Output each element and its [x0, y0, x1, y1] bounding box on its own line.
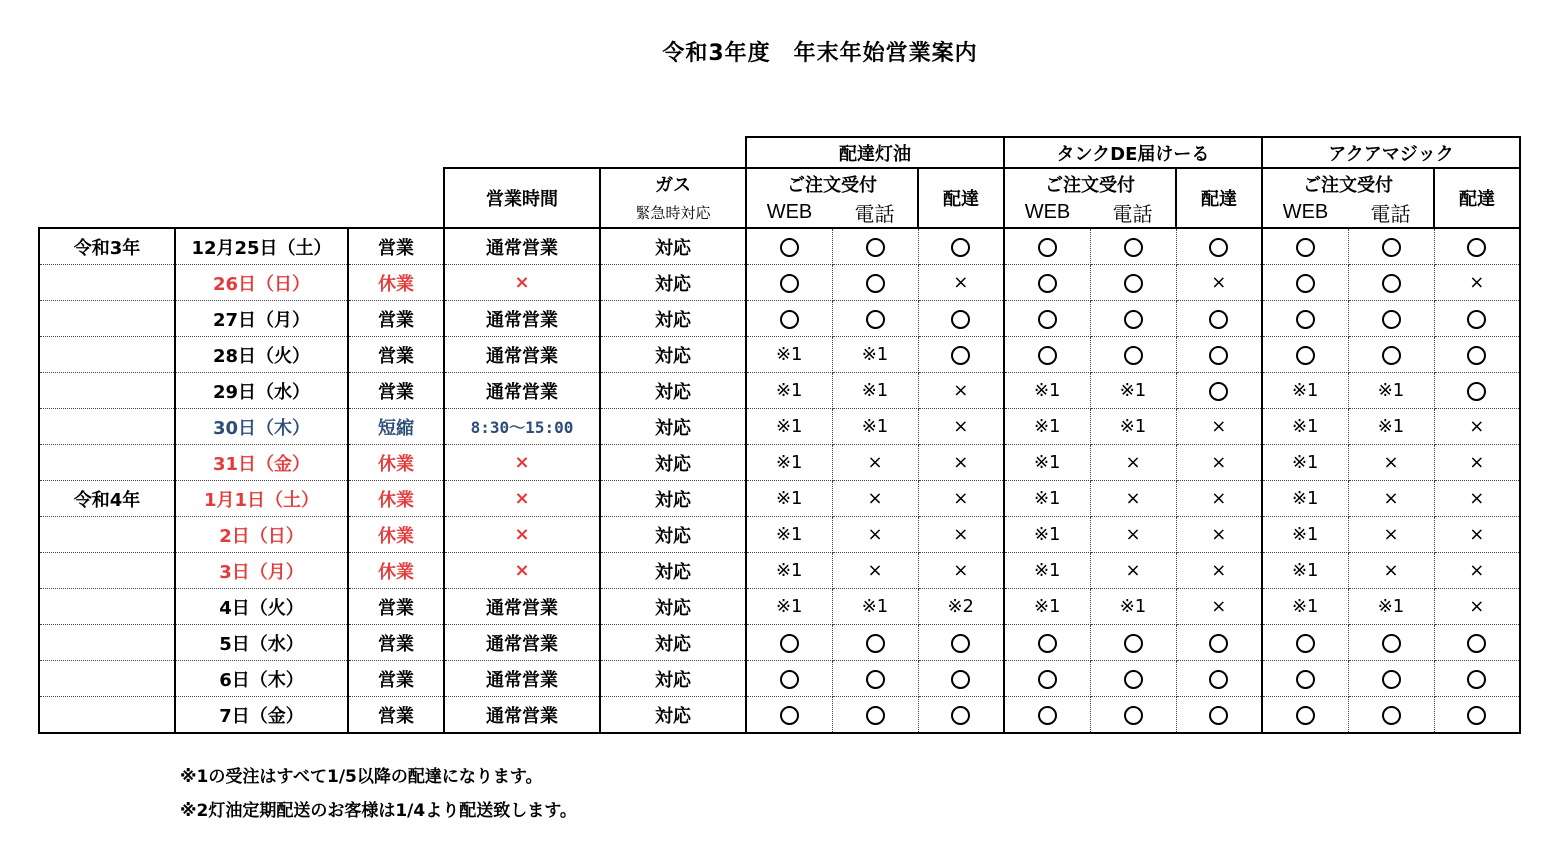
circle-icon — [1467, 346, 1486, 365]
gas-cell: 対応 — [600, 337, 746, 373]
mark-cell — [832, 625, 918, 661]
mark-cell: ※1 — [1262, 481, 1348, 517]
mark-cell — [1004, 661, 1090, 697]
mark-cell — [1004, 337, 1090, 373]
circle-icon — [866, 274, 885, 293]
mark-cell: ※1 — [1004, 445, 1090, 481]
mark-cell — [1262, 337, 1348, 373]
delivery-header-kerosene: 配達 — [918, 168, 1004, 228]
mark-cell — [1176, 301, 1262, 337]
mark-cell: × — [1090, 517, 1176, 553]
mark-cell: × — [918, 265, 1004, 301]
order-header-kerosene: ご注文受付 — [746, 168, 918, 198]
circle-icon — [1209, 238, 1228, 257]
circle-icon — [1382, 706, 1401, 725]
year-cell: 令和4年 — [39, 481, 175, 517]
table-row — [39, 337, 1520, 373]
mark-cell: × — [1090, 481, 1176, 517]
date-cell: 4日（火） — [175, 589, 348, 625]
circle-icon — [866, 670, 885, 689]
status-cell: 営業 — [348, 589, 444, 625]
mark-cell — [1176, 697, 1262, 734]
mark-cell — [1348, 265, 1434, 301]
gas-cell: 対応 — [600, 481, 746, 517]
mark-cell: ※1 — [1004, 553, 1090, 589]
gas-cell: 対応 — [600, 409, 746, 445]
circle-icon — [1467, 310, 1486, 329]
table-row — [39, 228, 1520, 265]
web-header-aqua: WEB — [1282, 201, 1329, 223]
circle-icon — [1038, 706, 1057, 725]
mark-cell: × — [1090, 445, 1176, 481]
status-cell: 休業 — [348, 481, 444, 517]
hours-cell: 8:30～15:00 — [444, 409, 600, 445]
gas-emergency-header: 緊急時対応 — [600, 198, 746, 228]
mark-cell: × — [1434, 265, 1520, 301]
circle-icon — [1296, 310, 1315, 329]
mark-cell: ※1 — [746, 517, 832, 553]
mark-cell — [1262, 625, 1348, 661]
mark-cell: × — [1348, 553, 1434, 589]
circle-icon — [951, 706, 970, 725]
circle-icon — [1124, 274, 1143, 293]
circle-icon — [1467, 382, 1486, 401]
hours-cell: 通常営業 — [444, 337, 600, 373]
group-header-tank: タンクDE届けーる — [1004, 137, 1262, 168]
mark-cell: × — [832, 553, 918, 589]
mark-cell — [1090, 661, 1176, 697]
gas-cell: 対応 — [600, 228, 746, 265]
mark-cell — [918, 301, 1004, 337]
mark-cell: ※1 — [1090, 589, 1176, 625]
mark-cell — [918, 697, 1004, 734]
year-cell — [39, 625, 175, 661]
mark-cell: ※1 — [746, 373, 832, 409]
gas-header: ガス — [600, 168, 746, 198]
table-row — [39, 301, 1520, 337]
mark-cell — [1348, 228, 1434, 265]
mark-cell — [1434, 301, 1520, 337]
mark-cell: × — [1176, 445, 1262, 481]
hours-cell: 通常営業 — [444, 661, 600, 697]
date-cell: 2日（日） — [175, 517, 348, 553]
mark-cell: × — [918, 517, 1004, 553]
circle-icon — [1296, 634, 1315, 653]
mark-cell — [1434, 373, 1520, 409]
mark-cell: × — [1348, 481, 1434, 517]
circle-icon — [1382, 310, 1401, 329]
mark-cell — [746, 301, 832, 337]
circle-icon — [866, 706, 885, 725]
circle-icon — [1467, 634, 1486, 653]
date-cell: 5日（水） — [175, 625, 348, 661]
circle-icon — [951, 634, 970, 653]
phone-header-tank: 電話 — [1112, 204, 1153, 226]
circle-icon — [951, 346, 970, 365]
hours-cell: 通常営業 — [444, 589, 600, 625]
circle-icon — [1124, 634, 1143, 653]
table-row — [39, 481, 1520, 517]
hours-cell: 通常営業 — [444, 373, 600, 409]
mark-cell — [1090, 228, 1176, 265]
mark-cell — [1262, 228, 1348, 265]
page-title: 令和3年度 年末年始営業案内 — [662, 41, 978, 66]
circle-icon — [1038, 238, 1057, 257]
delivery-header-aqua: 配達 — [1434, 168, 1520, 228]
table-row — [39, 697, 1520, 734]
mark-cell: × — [1176, 265, 1262, 301]
mark-cell: ※1 — [1262, 409, 1348, 445]
mark-cell: × — [918, 481, 1004, 517]
date-cell: 29日（水） — [175, 373, 348, 409]
mark-cell — [918, 661, 1004, 697]
circle-icon — [1296, 670, 1315, 689]
order-header-aqua: ご注文受付 — [1262, 168, 1434, 198]
hours-cell: 通常営業 — [444, 625, 600, 661]
circle-icon — [1124, 238, 1143, 257]
phone-header-aqua: 電話 — [1370, 204, 1411, 226]
circle-icon — [780, 634, 799, 653]
circle-icon — [1124, 310, 1143, 329]
mark-cell: × — [1176, 481, 1262, 517]
circle-icon — [1296, 706, 1315, 725]
mark-cell — [1176, 373, 1262, 409]
gas-cell: 対応 — [600, 625, 746, 661]
date-cell: 3日（月） — [175, 553, 348, 589]
hours-cell: × — [444, 265, 600, 301]
table-row — [39, 589, 1520, 625]
hours-cell: 通常営業 — [444, 301, 600, 337]
circle-icon — [780, 238, 799, 257]
mark-cell — [918, 228, 1004, 265]
circle-icon — [866, 238, 885, 257]
mark-cell: × — [1176, 553, 1262, 589]
mark-cell: ※1 — [1004, 589, 1090, 625]
mark-cell: ※1 — [832, 409, 918, 445]
circle-icon — [951, 310, 970, 329]
mark-cell — [1176, 625, 1262, 661]
schedule-table — [38, 136, 1521, 734]
mark-cell: × — [1434, 553, 1520, 589]
mark-cell — [1348, 661, 1434, 697]
circle-icon — [1038, 346, 1057, 365]
circle-icon — [1209, 346, 1228, 365]
circle-icon — [1296, 274, 1315, 293]
year-cell — [39, 589, 175, 625]
mark-cell — [1090, 301, 1176, 337]
mark-cell — [1262, 661, 1348, 697]
gas-cell: 対応 — [600, 265, 746, 301]
mark-cell — [1262, 301, 1348, 337]
mark-cell: × — [918, 445, 1004, 481]
note-line: ※1の受注はすべて1/5以降の配達になります。 — [180, 767, 543, 787]
date-cell: 30日（木） — [175, 409, 348, 445]
gas-cell: 対応 — [600, 517, 746, 553]
circle-icon — [1382, 670, 1401, 689]
gas-cell: 対応 — [600, 553, 746, 589]
note-line: ※2灯油定期配送のお客様は1/4より配送致します。 — [180, 801, 577, 821]
mark-cell: ※1 — [1004, 517, 1090, 553]
mark-cell: ※1 — [746, 481, 832, 517]
year-cell — [39, 553, 175, 589]
circle-icon — [1038, 634, 1057, 653]
mark-cell: ※1 — [1262, 517, 1348, 553]
circle-icon — [1209, 670, 1228, 689]
date-cell: 1月1日（土） — [175, 481, 348, 517]
year-cell — [39, 265, 175, 301]
year-cell — [39, 445, 175, 481]
status-cell: 営業 — [348, 337, 444, 373]
mark-cell — [1176, 661, 1262, 697]
circle-icon — [1209, 382, 1228, 401]
circle-icon — [1382, 238, 1401, 257]
mark-cell: × — [1176, 517, 1262, 553]
hours-cell: 通常営業 — [444, 697, 600, 734]
mark-cell — [1434, 228, 1520, 265]
circle-icon — [1209, 706, 1228, 725]
mark-cell: ※1 — [1348, 373, 1434, 409]
status-cell: 営業 — [348, 301, 444, 337]
mark-cell: × — [1434, 589, 1520, 625]
circle-icon — [1467, 238, 1486, 257]
mark-cell — [1176, 228, 1262, 265]
group-header-kerosene: 配達灯油 — [746, 137, 1004, 168]
mark-cell — [832, 301, 918, 337]
mark-cell: ※1 — [1262, 589, 1348, 625]
circle-icon — [1467, 670, 1486, 689]
mark-cell — [1262, 265, 1348, 301]
mark-cell — [746, 228, 832, 265]
group-header-aqua: アクアマジック — [1262, 137, 1520, 168]
table-row — [39, 445, 1520, 481]
mark-cell: ※1 — [832, 337, 918, 373]
mark-cell: ※1 — [1004, 373, 1090, 409]
status-cell: 短縮 — [348, 409, 444, 445]
mark-cell: ※1 — [832, 373, 918, 409]
status-cell: 休業 — [348, 265, 444, 301]
mark-cell — [1176, 337, 1262, 373]
circle-icon — [1296, 238, 1315, 257]
phone-header-kerosene: 電話 — [854, 204, 895, 226]
mark-cell — [1262, 697, 1348, 734]
mark-cell: × — [1434, 409, 1520, 445]
order-header-tank: ご注文受付 — [1004, 168, 1176, 198]
mark-cell: ※1 — [1262, 373, 1348, 409]
table-row — [39, 409, 1520, 445]
mark-cell: × — [832, 445, 918, 481]
date-cell: 27日（月） — [175, 301, 348, 337]
mark-cell — [1090, 625, 1176, 661]
status-cell: 営業 — [348, 661, 444, 697]
circle-icon — [780, 706, 799, 725]
mark-cell — [1090, 697, 1176, 734]
circle-icon — [1467, 706, 1486, 725]
circle-icon — [1209, 310, 1228, 329]
mark-cell: × — [1434, 445, 1520, 481]
mark-cell: × — [1176, 409, 1262, 445]
year-cell — [39, 301, 175, 337]
mark-cell — [832, 697, 918, 734]
gas-cell: 対応 — [600, 301, 746, 337]
table-row — [39, 265, 1520, 301]
mark-cell — [1004, 301, 1090, 337]
mark-cell — [1348, 625, 1434, 661]
mark-cell — [1090, 265, 1176, 301]
mark-cell — [1348, 697, 1434, 734]
mark-cell — [746, 697, 832, 734]
mark-cell: ※1 — [1348, 589, 1434, 625]
table-row — [39, 661, 1520, 697]
hours-cell: × — [444, 553, 600, 589]
year-cell — [39, 661, 175, 697]
circle-icon — [1124, 346, 1143, 365]
circle-icon — [780, 670, 799, 689]
status-cell: 営業 — [348, 625, 444, 661]
mark-cell — [832, 265, 918, 301]
hours-cell: × — [444, 517, 600, 553]
date-cell: 26日（日） — [175, 265, 348, 301]
mark-cell: ※1 — [1262, 553, 1348, 589]
mark-cell: ※1 — [1090, 373, 1176, 409]
date-cell: 12月25日（土） — [175, 228, 348, 265]
mark-cell: ※1 — [746, 337, 832, 373]
mark-cell — [1004, 265, 1090, 301]
mark-cell — [1090, 337, 1176, 373]
mark-cell: ※2 — [918, 589, 1004, 625]
mark-cell — [1348, 301, 1434, 337]
date-cell: 6日（木） — [175, 661, 348, 697]
mark-cell: × — [832, 517, 918, 553]
table-row — [39, 625, 1520, 661]
mark-cell: ※1 — [746, 589, 832, 625]
mark-cell: ※1 — [746, 553, 832, 589]
mark-cell: × — [918, 373, 1004, 409]
mark-cell: ※1 — [832, 589, 918, 625]
mark-cell — [1434, 625, 1520, 661]
mark-cell: ※1 — [1262, 445, 1348, 481]
web-header-tank: WEB — [1024, 201, 1071, 223]
circle-icon — [1382, 274, 1401, 293]
delivery-header-tank: 配達 — [1176, 168, 1262, 228]
circle-icon — [1124, 706, 1143, 725]
mark-cell: ※1 — [1090, 409, 1176, 445]
mark-cell: × — [1348, 445, 1434, 481]
circle-icon — [780, 310, 799, 329]
mark-cell — [918, 337, 1004, 373]
mark-cell: ※1 — [1004, 481, 1090, 517]
gas-cell: 対応 — [600, 445, 746, 481]
circle-icon — [1038, 274, 1057, 293]
status-cell: 営業 — [348, 228, 444, 265]
mark-cell — [1004, 625, 1090, 661]
mark-cell — [1348, 337, 1434, 373]
year-cell: 令和3年 — [39, 228, 175, 265]
circle-icon — [1382, 634, 1401, 653]
circle-icon — [1038, 670, 1057, 689]
circle-icon — [1296, 346, 1315, 365]
table-row — [39, 553, 1520, 589]
circle-icon — [951, 238, 970, 257]
mark-cell — [832, 661, 918, 697]
mark-cell — [746, 625, 832, 661]
mark-cell: × — [1434, 517, 1520, 553]
circle-icon — [866, 634, 885, 653]
circle-icon — [780, 274, 799, 293]
mark-cell — [1004, 697, 1090, 734]
table-row — [39, 517, 1520, 553]
mark-cell: × — [1434, 481, 1520, 517]
status-cell: 休業 — [348, 517, 444, 553]
gas-cell: 対応 — [600, 589, 746, 625]
mark-cell: ※1 — [1348, 409, 1434, 445]
mark-cell — [832, 228, 918, 265]
gas-cell: 対応 — [600, 373, 746, 409]
circle-icon — [1124, 670, 1143, 689]
date-cell: 31日（金） — [175, 445, 348, 481]
mark-cell: ※1 — [746, 445, 832, 481]
hours-cell: × — [444, 481, 600, 517]
mark-cell — [746, 661, 832, 697]
web-header-kerosene: WEB — [766, 201, 813, 223]
circle-icon — [1209, 634, 1228, 653]
mark-cell: × — [918, 553, 1004, 589]
mark-cell — [746, 265, 832, 301]
year-cell — [39, 373, 175, 409]
circle-icon — [1382, 346, 1401, 365]
mark-cell: ※1 — [1004, 409, 1090, 445]
date-cell: 7日（金） — [175, 697, 348, 734]
mark-cell — [1434, 697, 1520, 734]
hours-header: 営業時間 — [444, 168, 600, 228]
hours-cell: × — [444, 445, 600, 481]
mark-cell — [1434, 337, 1520, 373]
mark-cell: × — [1348, 517, 1434, 553]
gas-cell: 対応 — [600, 661, 746, 697]
mark-cell: × — [832, 481, 918, 517]
status-cell: 休業 — [348, 553, 444, 589]
mark-cell: × — [918, 409, 1004, 445]
mark-cell: × — [1090, 553, 1176, 589]
year-cell — [39, 517, 175, 553]
mark-cell — [1434, 661, 1520, 697]
status-cell: 休業 — [348, 445, 444, 481]
year-cell — [39, 697, 175, 734]
year-cell — [39, 409, 175, 445]
table-row — [39, 373, 1520, 409]
status-cell: 営業 — [348, 373, 444, 409]
mark-cell: × — [1176, 589, 1262, 625]
mark-cell — [918, 625, 1004, 661]
hours-cell: 通常営業 — [444, 228, 600, 265]
year-cell — [39, 337, 175, 373]
circle-icon — [1038, 310, 1057, 329]
mark-cell — [1004, 228, 1090, 265]
gas-cell: 対応 — [600, 697, 746, 734]
circle-icon — [951, 670, 970, 689]
date-cell: 28日（火） — [175, 337, 348, 373]
circle-icon — [866, 310, 885, 329]
status-cell: 営業 — [348, 697, 444, 734]
mark-cell: ※1 — [746, 409, 832, 445]
